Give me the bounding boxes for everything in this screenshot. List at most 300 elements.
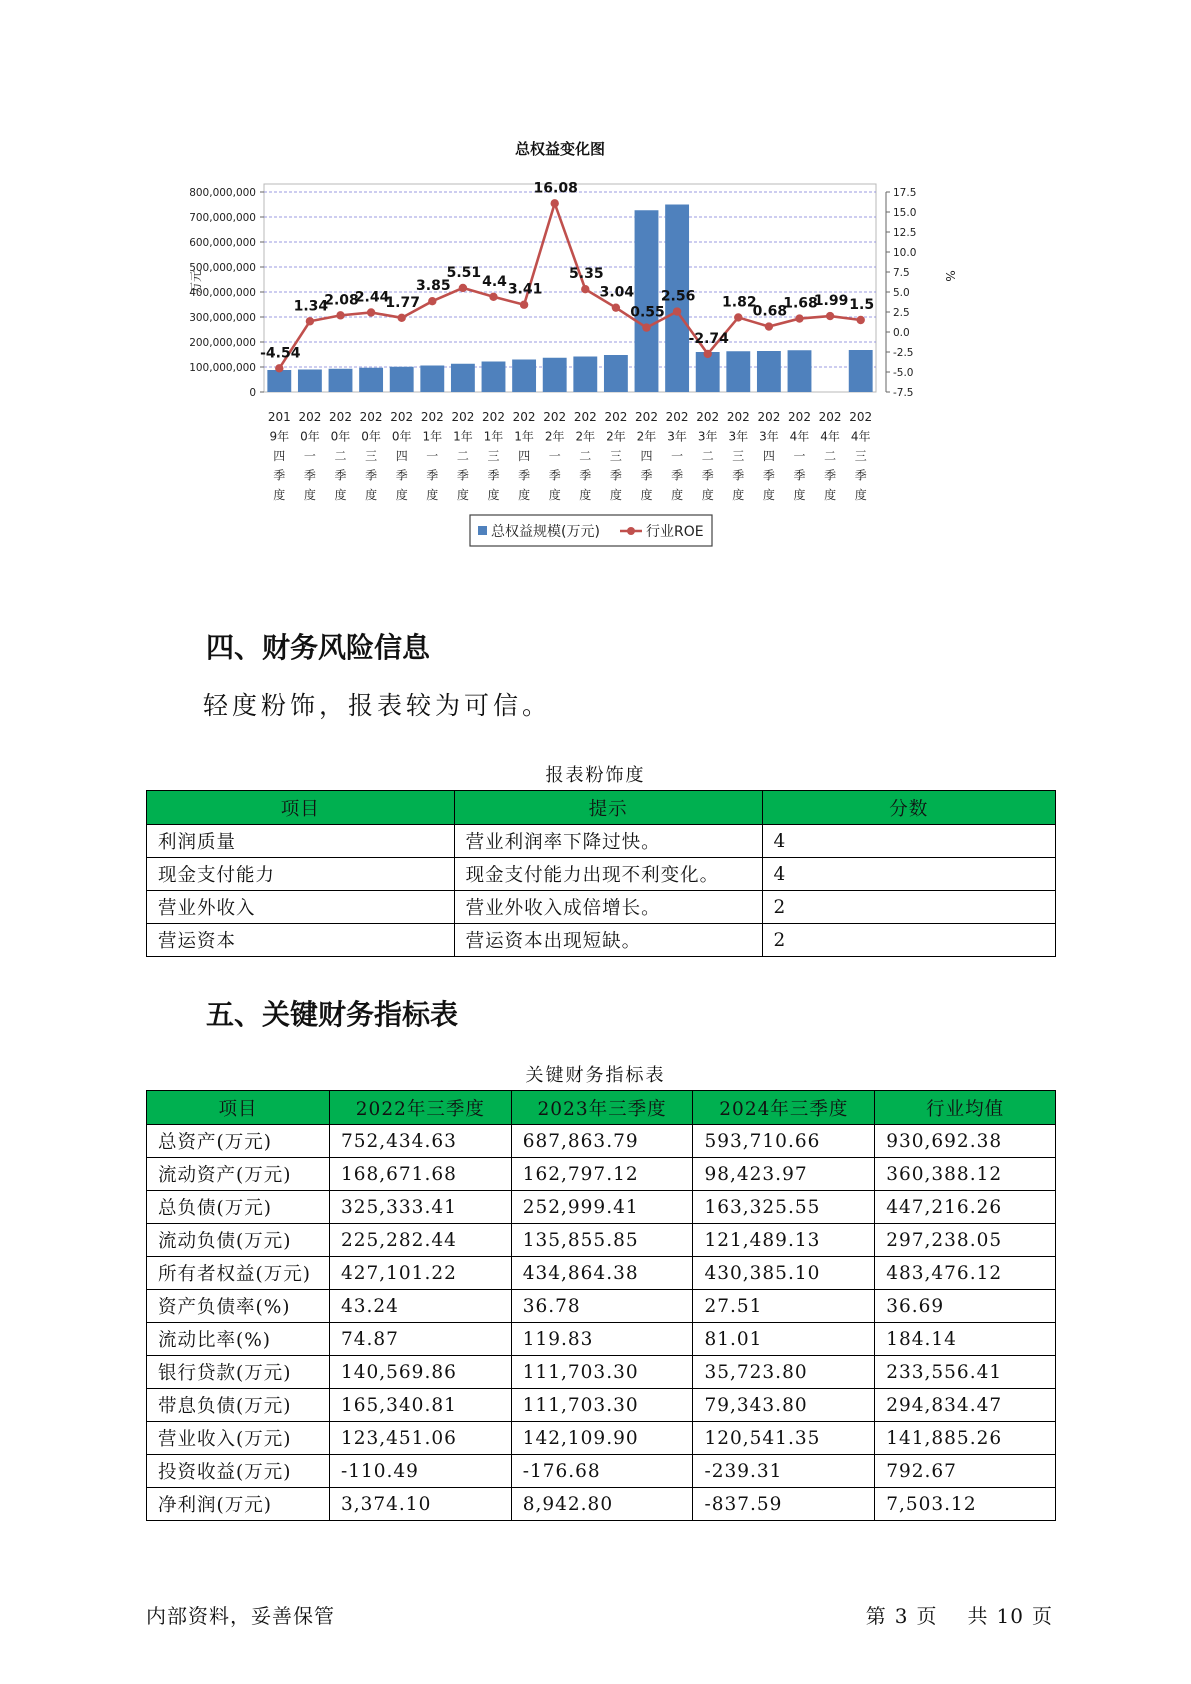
x-tick-label: 0年 [330, 429, 351, 444]
table-cell: 483,476.12 [875, 1257, 1056, 1290]
x-tick-label: 四 [762, 449, 775, 463]
roe-point [642, 323, 650, 331]
y2-tick-label: 7.5 [893, 267, 910, 279]
table-cell: 752,434.63 [329, 1125, 511, 1158]
roe-point [275, 364, 283, 372]
roe-point [428, 297, 436, 305]
x-tick-label: 季 [518, 468, 531, 483]
roe-point [704, 350, 712, 358]
risk-summary-text: 轻度粉饰，报表较为可信。 [203, 691, 552, 720]
x-tick-label: 三 [854, 449, 867, 463]
x-tick-label: 度 [518, 488, 531, 502]
y2-tick-label: -5.0 [893, 367, 914, 379]
x-tick-label: 度 [303, 488, 316, 502]
y-tick-label: 200,000,000 [189, 337, 256, 349]
table-cell: 8,942.80 [511, 1488, 693, 1521]
table-cell: 142,109.90 [511, 1422, 693, 1455]
x-tick-label: 季 [762, 468, 775, 483]
total-prefix: 共 [967, 1604, 989, 1628]
x-tick-label: 2年 [606, 429, 626, 444]
footer-page-info [862, 1600, 1057, 1629]
table-cell: 36.78 [511, 1290, 693, 1323]
x-tick-label: 度 [671, 488, 684, 502]
roe-point [306, 317, 314, 325]
table-row [147, 1191, 1056, 1224]
table-cell: 792.67 [875, 1455, 1056, 1488]
x-tick-label: 四 [273, 449, 286, 463]
x-tick-label: 季 [640, 468, 653, 483]
x-tick-label: 1年 [453, 429, 473, 444]
x-tick-label: 季 [579, 468, 592, 483]
x-tick-label: 度 [395, 488, 408, 502]
roe-data-label: 1.77 [385, 294, 420, 311]
y2-tick-label: 10.0 [893, 247, 917, 259]
table-row [147, 1422, 1056, 1455]
x-tick-label: 季 [273, 468, 286, 483]
y2-tick-label: 17.5 [893, 187, 917, 199]
bar [359, 368, 383, 392]
column-header: 2023年三季度 [511, 1091, 693, 1125]
x-tick-label: 季 [854, 468, 867, 483]
y-tick-label: 600,000,000 [189, 237, 256, 249]
x-tick-label: 3年 [697, 429, 718, 444]
table-row [147, 1158, 1056, 1191]
x-tick-label: 202 [604, 410, 628, 424]
bar [573, 357, 597, 393]
x-tick-label: 季 [426, 468, 439, 483]
roe-data-label: 1.82 [722, 294, 757, 311]
table-row [147, 1356, 1056, 1389]
table-row [147, 858, 1056, 891]
y2-tick-label: 5.0 [893, 287, 910, 299]
table-cell: 111,703.30 [511, 1356, 693, 1389]
y-tick-label: 400,000,000 [189, 287, 256, 299]
roe-data-label: -2.74 [688, 330, 729, 347]
bar [267, 370, 291, 392]
x-tick-label: 4年 [789, 429, 810, 444]
roe-point [551, 199, 559, 207]
x-tick-label: 202 [298, 410, 322, 424]
bar [604, 355, 628, 392]
page-prefix: 第 [865, 1604, 887, 1628]
x-tick-label: 二 [824, 449, 837, 463]
y2-tick-label: -2.5 [893, 347, 914, 359]
table-cell: 141,885.26 [875, 1422, 1056, 1455]
table-cell: 121,489.13 [693, 1224, 875, 1257]
table-row [147, 1290, 1056, 1323]
x-tick-label: 3年 [728, 429, 749, 444]
table-cell: -176.68 [511, 1455, 693, 1488]
x-tick-label: 3年 [667, 429, 687, 444]
x-tick-label: 度 [487, 488, 500, 502]
x-tick-label: 2年 [544, 429, 565, 444]
legend-label: 总权益规模(万元) [491, 524, 600, 540]
table-cell: 带息负债(万元) [147, 1389, 330, 1422]
x-tick-label: 202 [420, 410, 444, 424]
x-tick-label: 一 [303, 449, 316, 463]
roe-data-label: 0.68 [752, 303, 788, 320]
bar [451, 364, 475, 392]
table-cell: 297,238.05 [875, 1224, 1056, 1257]
table-cell: 165,340.81 [329, 1389, 511, 1422]
x-tick-label: 度 [365, 488, 378, 502]
x-tick-label: 一 [548, 449, 561, 463]
roe-point [581, 285, 589, 293]
x-tick-label: 202 [482, 410, 505, 424]
column-header: 项目 [147, 1091, 330, 1125]
roe-data-label: 3.85 [416, 278, 451, 295]
roe-data-label: -4.54 [260, 345, 301, 362]
roe-point [734, 313, 742, 321]
x-tick-label: 202 [818, 410, 842, 424]
table-cell: 74.87 [329, 1323, 511, 1356]
table-cell: 427,101.22 [329, 1257, 511, 1290]
roe-point [367, 308, 375, 316]
table-cell: 现金支付能力出现不利变化。 [454, 858, 762, 891]
table-cell: 79,343.80 [693, 1389, 875, 1422]
table-row [147, 1257, 1056, 1290]
x-tick-label: 202 [329, 410, 352, 424]
table-row [147, 1323, 1056, 1356]
bar [635, 210, 659, 392]
x-tick-label: 度 [854, 488, 867, 502]
x-tick-label: 度 [456, 488, 469, 502]
x-tick-label: 202 [788, 410, 811, 424]
bar [482, 362, 506, 393]
roe-data-label: 4.4 [482, 273, 507, 290]
x-tick-label: 季 [671, 468, 684, 483]
roe-data-label: 0.55 [630, 304, 665, 321]
x-tick-label: 二 [334, 449, 347, 463]
x-tick-label: 3年 [759, 429, 779, 444]
plot-area [264, 184, 876, 392]
table-row [147, 1389, 1056, 1422]
x-tick-label: 201 [267, 410, 291, 424]
roe-data-label: 16.08 [533, 180, 578, 197]
table-cell: 119.83 [511, 1323, 693, 1356]
roe-data-label: 1.68 [783, 295, 818, 312]
table-cell: 447,216.26 [875, 1191, 1056, 1224]
table-cell: 687,863.79 [511, 1125, 693, 1158]
roe-data-label: 3.04 [599, 284, 635, 301]
table-caption-key-indicators: 关键财务指标表 [525, 1065, 666, 1086]
table-cell: 流动资产(万元) [147, 1158, 330, 1191]
column-header: 分数 [762, 791, 1055, 825]
bar [849, 350, 873, 392]
x-tick-label: 4年 [850, 429, 871, 444]
x-tick-label: 0年 [361, 429, 381, 444]
roe-data-label: 1.34 [293, 298, 329, 315]
roe-data-label: 2.08 [324, 292, 359, 309]
x-tick-label: 202 [573, 410, 597, 424]
y-tick-label: 0 [249, 387, 256, 399]
x-tick-label: 度 [762, 488, 775, 502]
x-tick-label: 四 [395, 449, 408, 463]
table-cell: 430,385.10 [693, 1257, 875, 1290]
table-cell: 81.01 [693, 1323, 875, 1356]
table-cell: 325,333.41 [329, 1191, 511, 1224]
table-cell: 总资产(万元) [147, 1125, 330, 1158]
table-cell: 111,703.30 [511, 1389, 693, 1422]
x-tick-label: 季 [701, 468, 714, 483]
x-tick-label: 度 [334, 488, 347, 502]
roe-data-label: 5.51 [446, 264, 482, 281]
total-pages: 10 [996, 1604, 1024, 1628]
table-cell: 总负债(万元) [147, 1191, 330, 1224]
roe-point [489, 293, 497, 301]
x-tick-label: 1年 [514, 429, 534, 444]
roe-data-label: 1.5 [849, 297, 875, 313]
table-cell: 360,388.12 [875, 1158, 1056, 1191]
y2-tick-label: 12.5 [893, 227, 917, 239]
table-cell: 营运资本出现短缺。 [454, 924, 762, 957]
x-tick-label: 季 [609, 468, 622, 483]
legend-swatch-bar [478, 526, 487, 535]
x-tick-label: 2年 [636, 429, 657, 444]
x-tick-label: 季 [456, 468, 469, 483]
x-tick-label: 季 [732, 468, 745, 483]
y-tick-label: 500,000,000 [189, 262, 256, 274]
table-cell: 流动负债(万元) [147, 1224, 330, 1257]
x-tick-label: 四 [518, 449, 531, 463]
y2-tick-label: 15.0 [893, 207, 917, 219]
x-tick-label: 季 [334, 468, 347, 483]
page-suffix: 页 [916, 1604, 938, 1628]
table-cell: 36.69 [875, 1290, 1056, 1323]
x-tick-label: 202 [665, 410, 689, 424]
x-tick-label: 度 [273, 488, 286, 502]
roe-point [673, 307, 681, 315]
x-tick-label: 202 [757, 410, 781, 424]
roe-data-label: 3.41 [507, 281, 543, 298]
table-cell: 168,671.68 [329, 1158, 511, 1191]
x-tick-label: 三 [487, 449, 500, 463]
window-dressing-table [146, 790, 1056, 957]
x-tick-label: 三 [609, 449, 622, 463]
y-axis-label: 万元 [189, 269, 203, 295]
y2-axis-label: % [943, 270, 957, 282]
x-tick-label: 度 [548, 488, 561, 502]
x-tick-label: 季 [365, 468, 378, 483]
x-tick-label: 一 [793, 449, 806, 463]
table-cell: 120,541.35 [693, 1422, 875, 1455]
roe-point [336, 311, 344, 319]
legend-swatch-point [627, 527, 635, 535]
table-cell: 营运资本 [147, 924, 455, 957]
table-cell: 4 [762, 825, 1055, 858]
page-number: 3 [894, 1604, 909, 1628]
total-suffix: 页 [1032, 1604, 1053, 1628]
column-header: 2022年三季度 [329, 1091, 511, 1125]
table-cell: 营业收入(万元) [147, 1422, 330, 1455]
table-row [147, 924, 1056, 957]
table-cell: 资产负债率(%) [147, 1290, 330, 1323]
table-cell: 434,864.38 [511, 1257, 693, 1290]
table-cell: 营业利润率下降过快。 [454, 825, 762, 858]
x-tick-label: 2年 [575, 429, 596, 444]
bar [788, 350, 812, 392]
table-cell: 7,503.12 [875, 1488, 1056, 1521]
roe-point [459, 284, 467, 292]
total-equity-chart [180, 140, 980, 600]
key-financial-indicators-table [146, 1090, 1056, 1521]
x-tick-label: 四 [640, 449, 653, 463]
x-tick-label: 季 [548, 468, 561, 483]
table-cell: 35,723.80 [693, 1356, 875, 1389]
table-cell: 930,692.38 [875, 1125, 1056, 1158]
table-cell: 162,797.12 [511, 1158, 693, 1191]
x-tick-label: 202 [726, 410, 750, 424]
section-heading-financial-risk: 四、财务风险信息 [206, 631, 431, 664]
x-tick-label: 一 [426, 449, 439, 463]
x-tick-label: 202 [359, 410, 383, 424]
x-tick-label: 202 [849, 410, 873, 424]
y2-tick-label: -7.5 [893, 387, 914, 399]
x-tick-label: 0年 [300, 429, 320, 444]
roe-point [795, 314, 803, 322]
x-tick-label: 202 [512, 410, 536, 424]
table-cell: -837.59 [693, 1488, 875, 1521]
x-tick-label: 9年 [269, 429, 290, 444]
x-tick-label: 202 [390, 410, 414, 424]
x-tick-label: 度 [609, 488, 622, 502]
table-cell: 净利润(万元) [147, 1488, 330, 1521]
bar [298, 370, 322, 393]
roe-point [612, 303, 620, 311]
x-tick-label: 季 [824, 468, 837, 483]
table-cell: 123,451.06 [329, 1422, 511, 1455]
x-tick-label: 度 [793, 488, 806, 502]
x-tick-label: 度 [701, 488, 714, 502]
table-header-row [147, 1091, 1056, 1125]
table-cell: 3,374.10 [329, 1488, 511, 1521]
roe-data-label: 1.99 [813, 293, 849, 310]
bar [726, 351, 750, 392]
y-tick-label: 700,000,000 [189, 212, 256, 224]
table-cell: 2 [762, 891, 1055, 924]
x-tick-label: 202 [696, 410, 720, 424]
bar [390, 367, 414, 392]
y2-tick-label: 0.0 [893, 327, 910, 339]
bar [757, 351, 781, 392]
table-cell: 98,423.97 [693, 1158, 875, 1191]
table-cell: 所有者权益(万元) [147, 1257, 330, 1290]
x-tick-label: 三 [732, 449, 745, 463]
table-cell: 4 [762, 858, 1055, 891]
chart-canvas [180, 140, 980, 600]
x-tick-label: 202 [451, 410, 475, 424]
y-tick-label: 800,000,000 [189, 187, 256, 199]
table-cell: 营业外收入成倍增长。 [454, 891, 762, 924]
column-header: 2024年三季度 [693, 1091, 875, 1125]
table-row [147, 1125, 1056, 1158]
roe-point [520, 301, 528, 309]
x-tick-label: 1年 [422, 429, 443, 444]
x-tick-label: 度 [640, 488, 653, 502]
table-row [147, 891, 1056, 924]
roe-point [398, 314, 406, 322]
table-cell: 现金支付能力 [147, 858, 455, 891]
y-tick-label: 100,000,000 [189, 362, 256, 374]
table-cell: 184.14 [875, 1323, 1056, 1356]
x-tick-label: 度 [732, 488, 745, 502]
table-cell: 140,569.86 [329, 1356, 511, 1389]
x-tick-label: 度 [824, 488, 837, 502]
x-tick-label: 度 [579, 488, 592, 502]
y2-tick-label: 2.5 [893, 307, 910, 319]
table-cell: 252,999.41 [511, 1191, 693, 1224]
table-cell: 流动比率(%) [147, 1323, 330, 1356]
x-tick-label: 季 [303, 468, 316, 483]
table-cell: 294,834.47 [875, 1389, 1056, 1422]
table-caption-window-dressing: 报表粉饰度 [545, 765, 646, 786]
column-header: 提示 [454, 791, 762, 825]
table-header-row [147, 791, 1056, 825]
x-tick-label: 202 [635, 410, 658, 424]
x-tick-label: 一 [671, 449, 684, 463]
table-cell: -110.49 [329, 1455, 511, 1488]
table-cell: 27.51 [693, 1290, 875, 1323]
section-heading-key-indicators: 五、关键财务指标表 [206, 998, 459, 1031]
roe-data-label: 5.35 [569, 266, 604, 283]
table-cell: 135,855.85 [511, 1224, 693, 1257]
bar [329, 369, 353, 392]
x-tick-label: 季 [395, 468, 408, 483]
table-cell: 163,325.55 [693, 1191, 875, 1224]
x-tick-label: 三 [365, 449, 378, 463]
x-tick-label: 季 [793, 468, 806, 483]
table-cell: 投资收益(万元) [147, 1455, 330, 1488]
roe-data-label: 2.44 [354, 289, 390, 306]
table-cell: 营业外收入 [147, 891, 455, 924]
roe-point [765, 322, 773, 330]
x-tick-label: 1年 [483, 429, 504, 444]
x-tick-label: 二 [701, 449, 714, 463]
table-cell: 利润质量 [147, 825, 455, 858]
roe-point [826, 312, 834, 320]
x-tick-label: 季 [487, 468, 500, 483]
column-header: 行业均值 [875, 1091, 1056, 1125]
bar [543, 358, 567, 392]
column-header: 项目 [147, 791, 455, 825]
table-row [147, 1488, 1056, 1521]
bar [512, 360, 536, 393]
x-tick-label: 二 [579, 449, 592, 463]
bar [420, 366, 444, 393]
table-cell: 225,282.44 [329, 1224, 511, 1257]
x-tick-label: 202 [543, 410, 567, 424]
x-tick-label: 4年 [820, 429, 840, 444]
y-tick-label: 300,000,000 [189, 312, 256, 324]
x-tick-label: 二 [456, 449, 469, 463]
x-tick-label: 0年 [391, 429, 412, 444]
table-cell: 2 [762, 924, 1055, 957]
roe-data-label: 2.56 [660, 288, 696, 305]
table-row [147, 1455, 1056, 1488]
table-cell: 233,556.41 [875, 1356, 1056, 1389]
roe-point [857, 316, 865, 324]
table-cell: -239.31 [693, 1455, 875, 1488]
x-tick-label: 度 [426, 488, 439, 502]
table-cell: 银行贷款(万元) [147, 1356, 330, 1389]
table-cell: 43.24 [329, 1290, 511, 1323]
table-row [147, 825, 1056, 858]
table-row [147, 1224, 1056, 1257]
footer-confidential-note: 内部资料，妥善保管 [146, 1604, 335, 1628]
chart-title: 总权益变化图 [514, 140, 606, 158]
legend-label: 行业ROE [646, 524, 704, 540]
table-cell: 593,710.66 [693, 1125, 875, 1158]
